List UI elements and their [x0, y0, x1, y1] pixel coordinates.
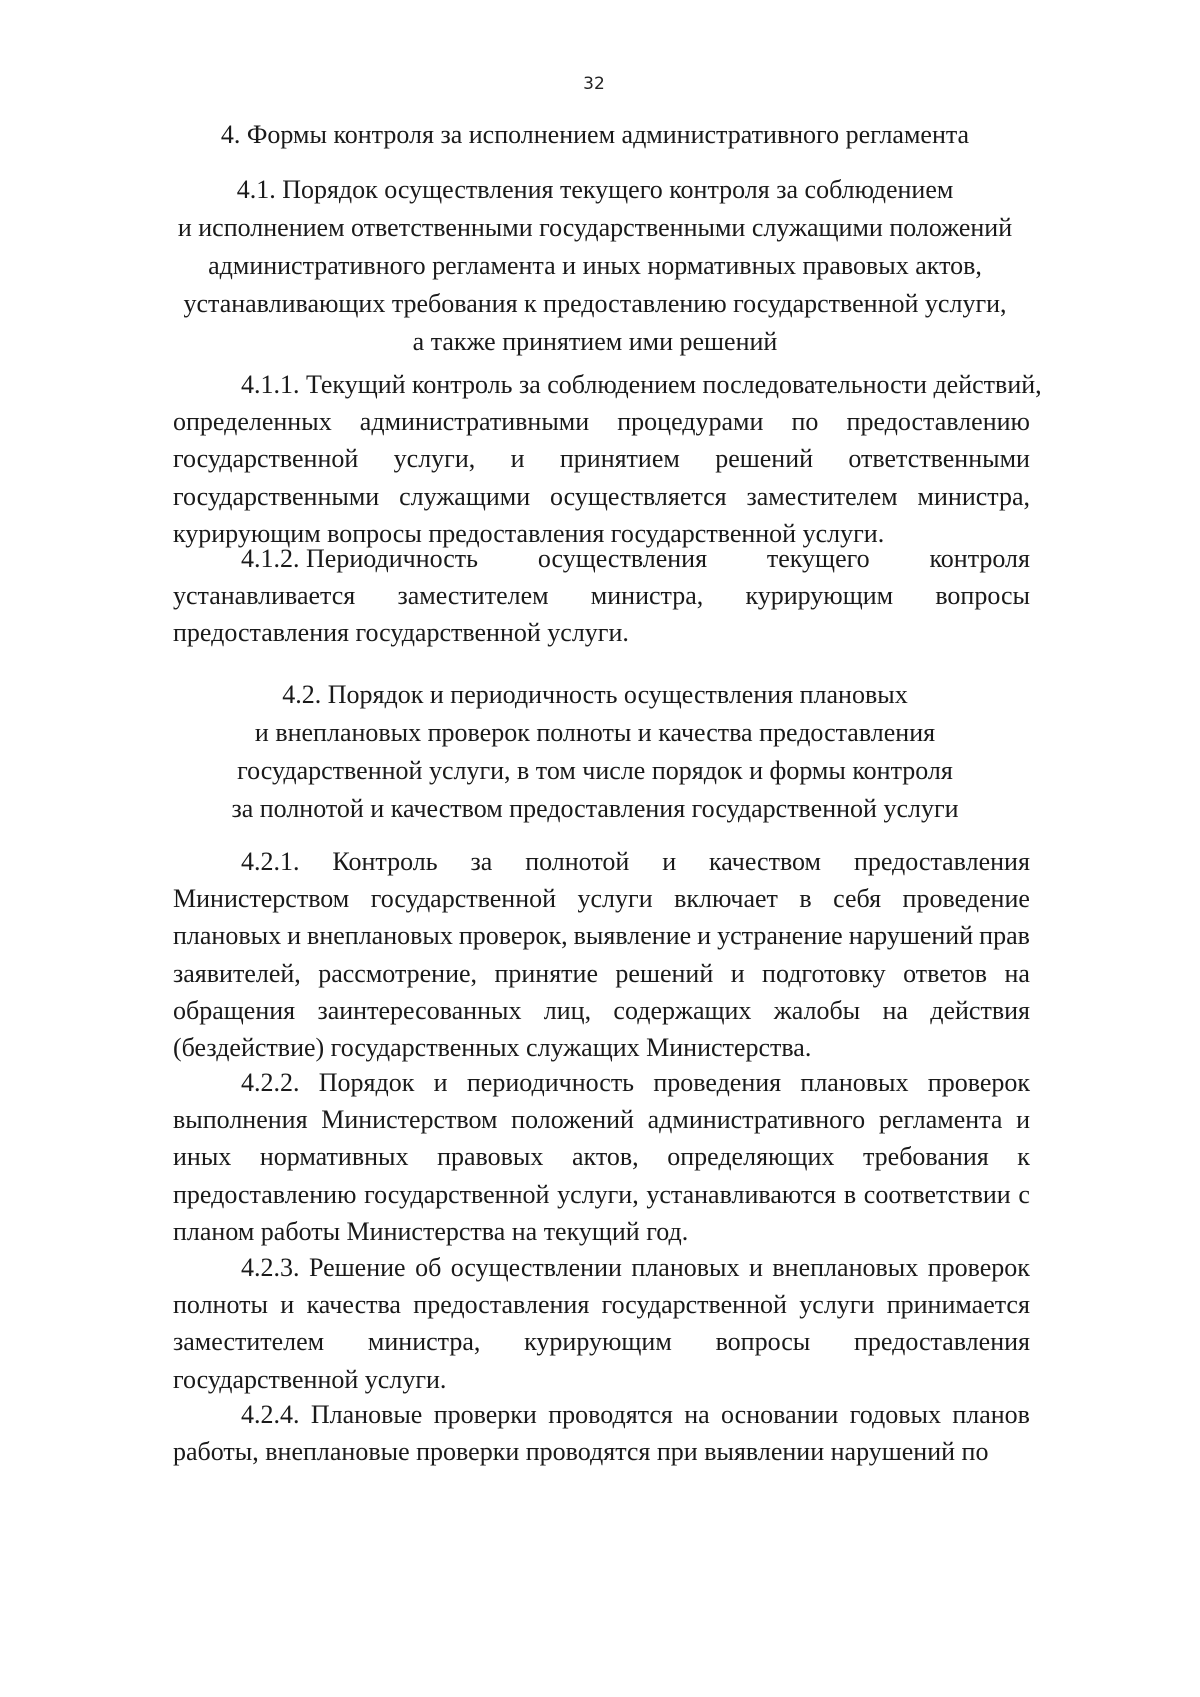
word: нормативных — [259, 1142, 409, 1172]
paragraph-4-1-2-line — [173, 577, 1030, 614]
word: планом работы Министерства на текущий год. — [173, 1216, 689, 1246]
word: услуги, — [557, 1179, 639, 1209]
word: на — [684, 1400, 710, 1429]
word: по — [961, 1437, 989, 1467]
word: 4.2.3. — [241, 1253, 300, 1282]
word: устанавливаются — [646, 1179, 837, 1209]
paragraph-4-2-2-line — [173, 1064, 1030, 1101]
subsection-4-2-line: за полнотой и качеством предоставления государственной услуги — [231, 794, 959, 823]
word: рассмотрение, — [318, 958, 478, 988]
word: принятием — [559, 444, 680, 474]
word: определенных — [173, 407, 332, 437]
word: решений — [615, 958, 714, 988]
word: содержащих — [613, 995, 752, 1025]
word: предоставления государственной услуги. — [173, 618, 629, 648]
word: услуги, — [393, 444, 476, 474]
paragraph-4-2-3-line — [173, 1361, 1030, 1398]
subsection-heading-4-2 — [170, 676, 1020, 828]
word: к — [1017, 1142, 1030, 1172]
paragraph-4-2-4-line — [173, 1396, 1030, 1433]
word: предоставления — [854, 1327, 1030, 1357]
word: принимается — [886, 1290, 1030, 1320]
word: выявлении — [704, 1437, 825, 1467]
word: за — [470, 847, 493, 876]
word: на — [882, 995, 908, 1025]
word: проверки — [433, 1400, 537, 1429]
paragraph-4-2-2-line — [173, 1101, 1030, 1138]
word: Министерством — [173, 884, 350, 914]
section-heading — [170, 116, 1020, 154]
word: внеплановых — [772, 1253, 919, 1282]
word: министра, — [367, 1327, 481, 1357]
word: устанавливается — [173, 581, 356, 611]
word: вопросы — [935, 581, 1030, 611]
paragraph-4-2-4 — [173, 1396, 1030, 1470]
word: внеплановых — [307, 921, 453, 951]
paragraph-4-1-1-line — [173, 440, 1030, 477]
word: годовых — [849, 1400, 941, 1429]
word: проверки — [416, 1437, 520, 1467]
word: служащими — [399, 481, 531, 511]
word: заинтересованных — [317, 995, 522, 1025]
word: планов — [952, 1400, 1030, 1429]
word: качеством — [709, 847, 822, 876]
word: предоставления — [853, 847, 1030, 876]
word: проверок, — [458, 921, 568, 951]
word: на — [1004, 958, 1030, 988]
word: текущего — [766, 544, 870, 573]
word: проведения — [653, 1068, 782, 1097]
word: проверок — [927, 1068, 1030, 1097]
word: государственной — [370, 884, 557, 914]
word: проводятся — [525, 1437, 651, 1467]
paragraph-4-1-2-line — [173, 614, 1030, 651]
paragraph-4-2-2-line — [173, 1176, 1030, 1213]
word: курирующим вопросы предоставления государственной услуги. — [173, 518, 885, 548]
paragraph-4-2-2-line — [173, 1138, 1030, 1175]
subsection-4-1-line: устанавливающих требования к предоставлению государственной услуги, — [183, 289, 1007, 318]
word: и — [510, 444, 525, 474]
word: министра, — [590, 581, 704, 611]
word: требования — [862, 1142, 989, 1172]
word: осуществляется — [550, 481, 727, 511]
paragraph-4-1-1-line — [173, 478, 1030, 515]
word: работы, — [173, 1437, 259, 1467]
paragraph-4-2-1 — [173, 843, 1030, 1066]
word: полнотой — [525, 847, 630, 876]
word: нарушений — [848, 921, 974, 951]
word: решений — [715, 444, 814, 474]
word: ответов — [903, 958, 988, 988]
word: актов, — [572, 1142, 639, 1172]
word: соответствии — [863, 1179, 1011, 1209]
subsection-4-1-line: и исполнением ответственными государственными служащими положений — [177, 213, 1013, 242]
word: и — [1016, 1105, 1030, 1135]
paragraph-4-1-2 — [173, 540, 1030, 652]
word: жалобы — [773, 995, 861, 1025]
word: процедурами — [617, 407, 764, 437]
word: и — [749, 1253, 763, 1282]
word: подготовку — [762, 958, 886, 988]
word: ответственными — [848, 444, 1030, 474]
word: основании — [721, 1400, 839, 1429]
paragraph-4-1-1-line — [173, 403, 1030, 440]
section-title: 4. Формы контроля за исполнением административного регламента — [220, 120, 970, 149]
word: в — [799, 884, 812, 914]
word: 4.2.4. — [241, 1400, 300, 1429]
word: государственной — [364, 1179, 550, 1209]
word: действия — [930, 995, 1030, 1025]
word: и — [433, 1068, 448, 1097]
word: об — [415, 1253, 442, 1282]
word: курирующим — [524, 1327, 672, 1357]
word: нарушений — [830, 1437, 956, 1467]
word: заместителем — [397, 581, 549, 611]
word: в — [843, 1179, 857, 1209]
word: регламента — [878, 1105, 1003, 1135]
word: услуги — [799, 1290, 875, 1320]
word: плановых — [173, 921, 282, 951]
word: определяющих — [667, 1142, 835, 1172]
word: лиц, — [543, 995, 592, 1025]
word: заместителем — [173, 1327, 325, 1357]
word: административного — [647, 1105, 866, 1135]
word: принятие — [494, 958, 598, 988]
word: Контроль — [332, 847, 438, 876]
word: и — [280, 1290, 295, 1320]
word: плановых — [631, 1253, 740, 1282]
word: предоставлению — [846, 407, 1030, 437]
word: государственными — [173, 481, 380, 511]
word: заявителей, — [173, 958, 301, 988]
word: периодичность — [466, 1068, 635, 1097]
word: полноты — [173, 1290, 268, 1320]
word: осуществлении — [450, 1253, 622, 1282]
subsection-4-1-line: а также принятием ими решений — [412, 327, 778, 356]
word: заместителем — [746, 481, 898, 511]
word: и — [662, 847, 677, 876]
paragraph-4-1-1 — [173, 366, 1042, 552]
paragraph-4-2-3-line — [173, 1286, 1030, 1323]
paragraph-4-2-2 — [173, 1064, 1030, 1250]
word: вопросы — [715, 1327, 811, 1357]
word: курирующим — [745, 581, 894, 611]
word: качества — [306, 1290, 401, 1320]
word: прав — [979, 921, 1030, 951]
paragraph-4-2-4-line — [173, 1433, 1030, 1470]
word: предоставлению — [173, 1179, 357, 1209]
word: контроля — [929, 544, 1030, 573]
word: плановых — [800, 1068, 909, 1097]
word: 4.2.1. — [241, 847, 300, 876]
word: устранение — [717, 921, 843, 951]
paragraph-4-2-1-line — [173, 880, 1030, 917]
word: и — [287, 921, 302, 951]
subsection-heading-4-1 — [170, 171, 1020, 361]
word: себя — [833, 884, 882, 914]
paragraph-4-1-2-line — [173, 540, 1030, 577]
word: административными — [359, 407, 590, 437]
word: 4.2.2. — [241, 1068, 300, 1097]
word: 4.1.2. Периодичность — [241, 544, 479, 573]
subsection-4-1-line: 4.1. Порядок осуществления текущего контроля за соблюдением — [236, 175, 954, 204]
word: (бездействие) государственных служащих Министерства. — [173, 1033, 812, 1063]
word: государственной — [601, 1290, 787, 1320]
word: министра, — [917, 481, 1030, 511]
paragraph-4-2-2-line — [173, 1213, 1030, 1250]
word: осуществления — [537, 544, 708, 573]
word: иных — [173, 1142, 232, 1172]
word: Министерством — [321, 1105, 498, 1135]
word: и — [697, 921, 712, 951]
paragraph-4-2-1-line — [173, 1029, 1030, 1066]
paragraph-4-2-1-line — [173, 917, 1030, 954]
paragraph-4-2-3-line — [173, 1249, 1030, 1286]
word: Решение — [308, 1253, 406, 1282]
word: предоставления — [413, 1290, 590, 1320]
paragraph-4-2-3 — [173, 1249, 1030, 1398]
paragraph-4-2-1-line — [173, 843, 1030, 880]
subsection-4-2-line: 4.2. Порядок и периодичность осуществления плановых — [282, 680, 908, 709]
paragraph-4-2-1-line — [173, 955, 1030, 992]
subsection-4-2-line: и внеплановых проверок полноты и качества предоставления — [254, 718, 936, 747]
word: проводятся — [548, 1400, 673, 1429]
word: проведение — [902, 884, 1030, 914]
word: выявление — [573, 921, 692, 951]
paragraph-4-2-1-line — [173, 992, 1030, 1029]
word: Порядок — [318, 1068, 415, 1097]
word: при — [656, 1437, 698, 1467]
word: обращения — [173, 995, 296, 1025]
subsection-4-2-line: государственной услуги, в том числе порядок и формы контроля — [237, 756, 953, 785]
page-number: 32 — [583, 74, 605, 94]
word: выполнения — [173, 1105, 308, 1135]
subsection-4-1-line: административного регламента и иных нормативных правовых актов, — [208, 251, 982, 280]
paragraph-4-2-3-line — [173, 1323, 1030, 1360]
word: государственной услуги. — [173, 1364, 447, 1394]
word: с — [1018, 1179, 1030, 1209]
word: внеплановые — [265, 1437, 410, 1467]
word: Плановые — [310, 1400, 423, 1429]
word: положений — [511, 1105, 634, 1135]
paragraph-4-1-1-line — [173, 366, 1042, 403]
word: 4.1.1. Текущий контроль за соблюдением последовательности действий, — [241, 370, 1042, 399]
word: правовых — [437, 1142, 544, 1172]
word: государственной — [173, 444, 359, 474]
word: и — [730, 958, 745, 988]
word: услуги — [577, 884, 653, 914]
word: по — [791, 407, 819, 437]
word: включает — [674, 884, 778, 914]
word: проверок — [927, 1253, 1030, 1282]
